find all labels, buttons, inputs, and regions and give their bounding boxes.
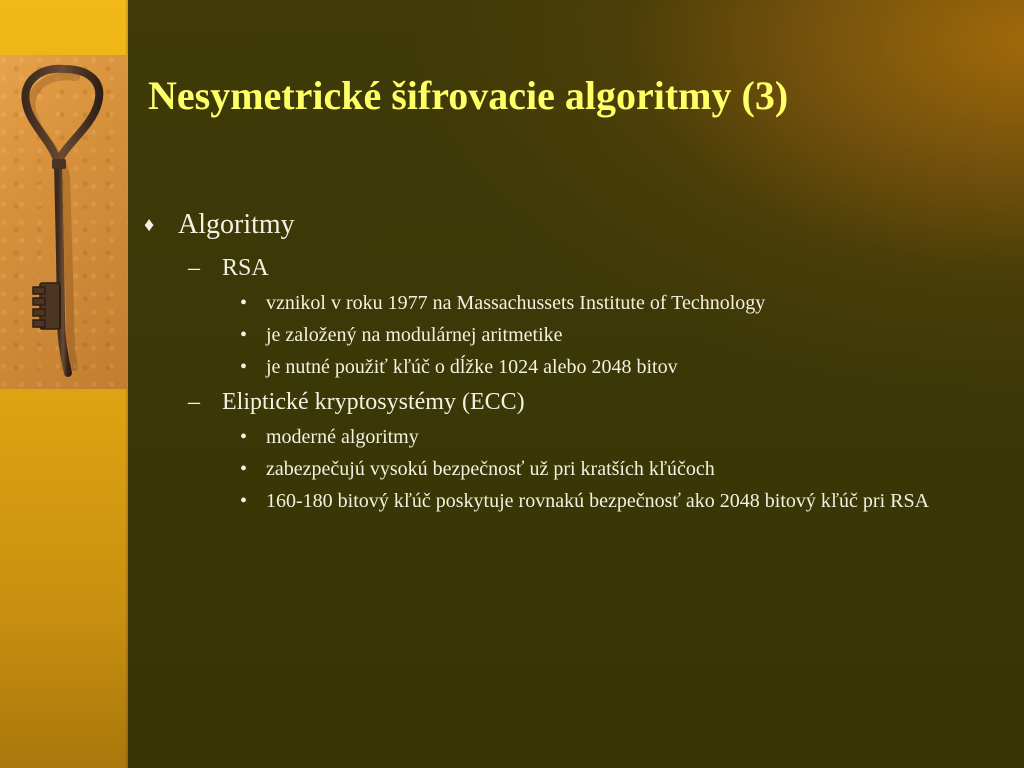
slide-title: Nesymetrické šifrovacie algoritmy (3): [148, 73, 789, 118]
list-item-text: moderné algoritmy: [266, 426, 419, 448]
list-item-text: zabezpečujú vysokú bezpečnosť už pri kratších kľúčoch: [266, 458, 715, 480]
dot-bullet-icon: •: [240, 490, 248, 512]
list-item: [140, 321, 1000, 349]
subbullet-ecc: [140, 385, 1000, 419]
bullet-text: Algoritmy: [178, 209, 295, 240]
diamond-bullet-icon: ♦: [144, 214, 155, 236]
bullet-list: [140, 205, 1000, 519]
list-item-text: je založený na modulárnej aritmetike: [266, 324, 563, 346]
dot-bullet-icon: •: [240, 324, 248, 346]
key-photo: [0, 55, 128, 389]
list-item: [140, 423, 1000, 451]
subbullet-rsa: [140, 251, 1000, 285]
list-item: [140, 487, 1000, 515]
list-item: [140, 353, 1000, 381]
dot-bullet-icon: •: [240, 292, 248, 314]
bullet-algoritmy: [140, 205, 1000, 245]
key-icon: [0, 55, 128, 389]
list-item-text: 160-180 bitový kľúč poskytuje rovnakú bezpečnosť ako 2048 bitový kľúč pri RSA: [266, 490, 930, 512]
subbullet-text: Eliptické kryptosystémy (ECC): [222, 389, 525, 415]
list-item-text: je nutné použiť kľúč o dĺžke 1024 alebo 2048 bitov: [266, 356, 678, 378]
dash-bullet-icon: –: [188, 389, 200, 415]
list-item: [140, 289, 1000, 317]
dot-bullet-icon: •: [240, 356, 248, 378]
subbullet-text: RSA: [222, 255, 269, 281]
dot-bullet-icon: •: [240, 458, 248, 480]
list-item-text: vznikol v roku 1977 na Massachussets Institute of Technology: [266, 292, 766, 314]
dash-bullet-icon: –: [188, 255, 200, 281]
list-item: [140, 455, 1000, 483]
dot-bullet-icon: •: [240, 426, 248, 448]
